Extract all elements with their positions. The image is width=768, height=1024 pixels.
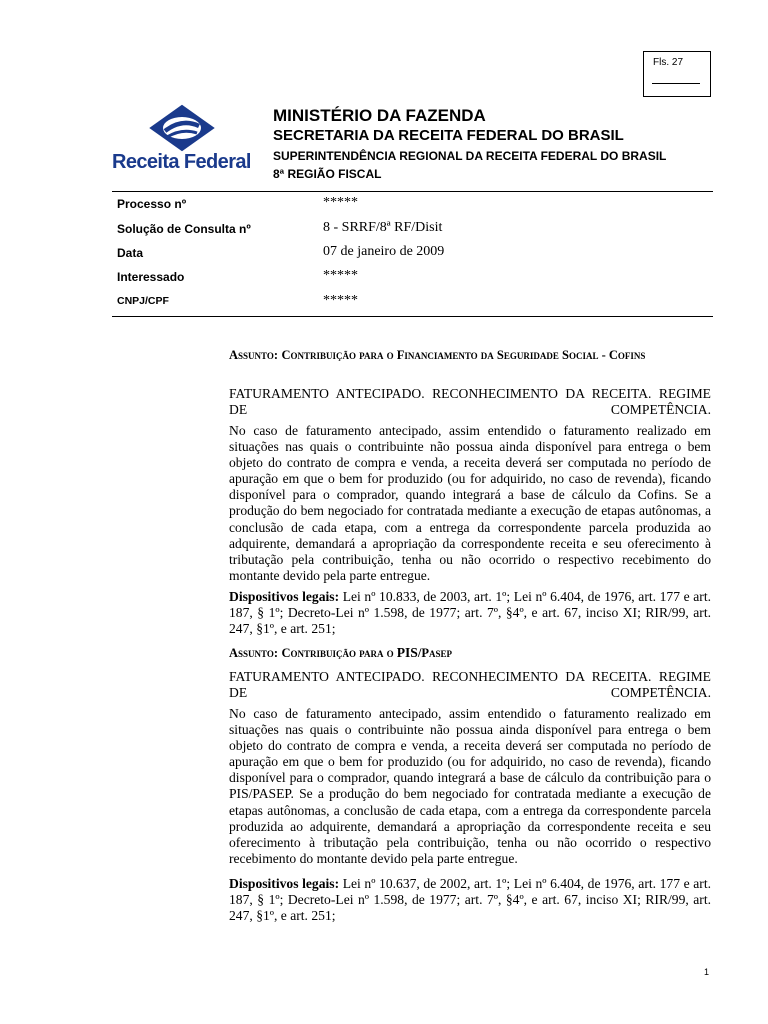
assunto-text: Contribuição para o Financiamento da Seguridade Social - Cofins	[281, 348, 646, 362]
field-label: Processo nº	[117, 197, 187, 211]
receita-federal-logo	[112, 104, 252, 178]
field-value: *****	[323, 195, 358, 210]
section-pis-ementa	[229, 669, 711, 701]
folio-label: Fls. 27	[653, 57, 684, 68]
ementa-text: FATURAMENTO ANTECIPADO. RECONHECIMENTO DA RECEITA. REGIME DE COMPETÊNCIA.	[229, 669, 711, 701]
header-regiao: 8ª REGIÃO FISCAL	[273, 167, 382, 181]
field-value: *****	[323, 268, 358, 283]
header-ministry: MINISTÉRIO DA FAZENDA	[273, 106, 486, 125]
section-pis-assunto	[229, 645, 711, 661]
assunto-pis: PIS	[396, 645, 418, 660]
section-pis-dispositivos	[229, 876, 711, 924]
header-rule-bottom	[112, 316, 713, 317]
field-value: *****	[323, 293, 358, 308]
header-secretaria: SECRETARIA DA RECEITA FEDERAL DO BRASIL	[273, 127, 624, 144]
dispositivos-text: Lei nº 10.833, de 2003, art. 1º; Lei nº 6.404, de 1976, art. 177 e art. 187, § 1º; Decreto-Lei nº 1.598, de 1977; art. 7º, §4º, e art. 67, inciso XI; RIR/99, art. 247, §1º, e art. 251;	[229, 589, 711, 637]
field-label: CNPJ/CPF	[117, 295, 169, 307]
field-data	[117, 246, 707, 268]
field-label: Solução de Consulta nº	[117, 222, 251, 236]
body-text: No caso de faturamento antecipado, assim entendido o faturamento realizado em situações nas quais o contribuinte não possua ainda disponível para entrega o bem objeto do contrato de compra e venda, a receita deverá ser computada no período de apuração em que o bem for produzido (ou for adquirido, no caso de revenda), ficando disponível para o comprador, quando integrará a base de cálculo da Cofins. Se a produção do bem negociado for contratada mediante a execução de etapas autônomas, a conclusão de cada etapa, com a entrega da correspondente parcela produzida ao adquirente, demandará a apropriação da correspondente receita e seu oferecimento à tributação pela contribuição, tenha ou não ocorrido o respectivo recebimento do montante devido pela parte entregue.	[229, 423, 711, 583]
dispositivos-text: Lei nº 10.637, de 2002, art. 1º; Lei nº 6.404, de 1976, art. 177 e art. 187, § 1º; Decreto-Lei nº 1.598, de 1977; art. 7º, §4º, e art. 67, inciso XI; RIR/99, art. 247, §1º, e art. 251;	[229, 876, 711, 924]
section-cofins-ementa	[229, 386, 711, 418]
assunto-label: Assunto:	[229, 646, 279, 660]
field-cnpj	[117, 295, 707, 317]
ementa-text: FATURAMENTO ANTECIPADO. RECONHECIMENTO DA RECEITA. REGIME DE COMPETÊNCIA.	[229, 386, 711, 418]
field-solucao	[117, 222, 707, 244]
folio-line	[652, 83, 700, 84]
receita-federal-emblem-icon	[145, 104, 219, 152]
header-rule-top	[112, 191, 713, 192]
header-superintendencia: SUPERINTENDÊNCIA REGIONAL DA RECEITA FEDERAL DO BRASIL	[273, 149, 667, 163]
field-processo	[117, 197, 707, 219]
section-cofins-body	[229, 423, 711, 584]
dispositivos-label: Dispositivos legais:	[229, 589, 340, 604]
field-label: Interessado	[117, 270, 185, 284]
body-text: No caso de faturamento antecipado, assim entendido o faturamento realizado em situações nas quais o contribuinte não possua ainda disponível para entrega o bem objeto do contrato de compra e venda, a receita deverá ser computada no período de apuração em que o bem for produzido (ou for adquirido, no caso de revenda), ficando disponível para o comprador, quando integrará a base de cálculo da contribuição para o PIS/PASEP. Se a produção do bem negociado for contratada mediante a execução de etapas autônomas, a conclusão de cada etapa, com a entrega da correspondente parcela produzida ao adquirente, demandará a apropriação da correspondente receita e seu oferecimento à tributação pela contribuição, tenha ou não ocorrido o respectivo recebimento do montante devido pela parte entregue.	[229, 706, 711, 866]
page-number: 1	[704, 967, 710, 977]
field-label: Data	[117, 246, 144, 260]
folio-box	[643, 51, 711, 97]
dispositivos-label: Dispositivos legais:	[229, 876, 340, 891]
assunto-text: Contribuição para o	[281, 646, 397, 660]
field-interessado	[117, 270, 707, 292]
field-value: 07 de janeiro de 2009	[323, 244, 445, 259]
section-pis-body	[229, 706, 711, 867]
field-value: 8 - SRRF/8ª RF/Disit	[323, 220, 443, 235]
assunto-pasep: /Pasep	[417, 646, 452, 660]
section-cofins-assunto	[229, 347, 711, 363]
section-cofins-dispositivos	[229, 589, 711, 637]
assunto-label: Assunto:	[229, 348, 279, 362]
logo-text: Receita Federal	[112, 151, 251, 173]
